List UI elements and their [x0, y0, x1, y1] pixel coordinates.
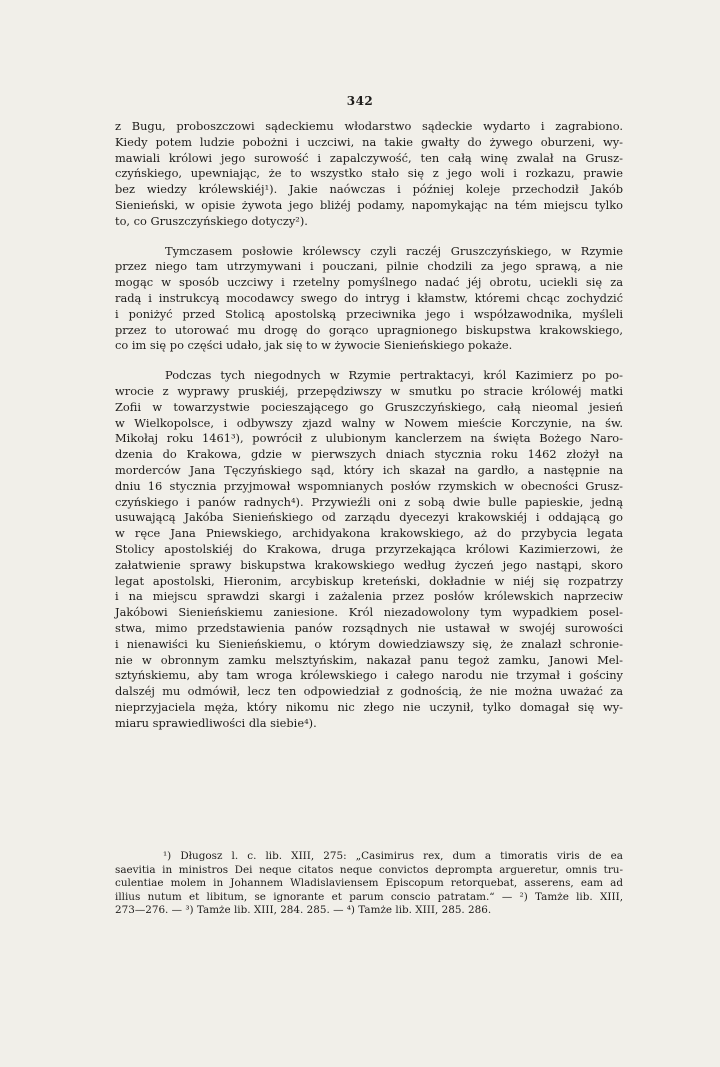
footnote-line: culentiae molem in Johannem Wladislaviensem Episcopum retorquebat, asserens, eam ad — [115, 877, 623, 890]
text-line: przez niego tam utrzymywani i pouczani, pilnie chodzili za jego sprawą, a nie — [115, 259, 623, 274]
footnote-line: illius nutum et libitum, se ignorante et parum conscio patratam.“ — ²) Tamże lib. XIII, — [115, 890, 623, 903]
text-line: i poniżyć przed Stolicą apostolską przeciwnika jego i współzawodnika, myśleli — [115, 306, 623, 321]
text-line: to, co Gruszczyńskiego dotyczy²). — [115, 213, 308, 228]
body-text — [115, 119, 623, 731]
text-line: legat apostolski, Hieronim, arcybiskup kreteński, dokładnie w niéj się rozpatrzy — [115, 573, 623, 588]
text-line: co im się po części udało, jak się to w żywocie Sienieńskiego pokaże. — [115, 338, 513, 353]
paragraph-3 — [115, 368, 623, 731]
paragraph-2 — [115, 244, 623, 355]
footnotes — [115, 850, 623, 918]
footnote-line: 273—276. — ³) Tamże lib. XIII, 284. 285. — ⁴) Tamże lib. XIII, 285. 286. — [115, 904, 492, 917]
text-line: załatwienie sprawy biskupstwa krakowskiego według życzeń jego nastąpi, skoro — [115, 557, 623, 572]
text-line: czyńskiego i panów radnych⁴). Przywieźli oni z sobą dwie bulle papieskie, jedną — [115, 494, 623, 509]
text-line: wrocie z wyprawy pruskiéj, przepędziwszy w smutku po stracie królowéj matki — [115, 383, 623, 398]
text-line: sztyńskiemu, aby tam wroga królewskiego i całego narodu nie trzymał i gościny — [115, 668, 623, 683]
text-line: stwa, mimo przedstawienia panów rozsądnych nie ustawał w swojéj surowości — [115, 620, 623, 635]
text-line: Mikołaj roku 1461³), powrócił z ulubionym kanclerzem na święta Bożego Naro- — [115, 431, 623, 446]
text-line: przez to utorować mu drogę do gorąco upragnionego biskupstwa krakowskiego, — [115, 322, 623, 337]
text-line: Stolicy apostolskiéj do Krakowa, druga przyrzekająca królowi Kazimierzowi, że — [115, 541, 623, 556]
text-line: Tymczasem posłowie królewscy czyli raczéj Gruszczyńskiego, w Rzymie — [165, 243, 623, 258]
paragraph-1 — [115, 119, 623, 230]
text-line: i na miejscu sprawdzi skargi i zażalenia przez posłów królewskich naprzeciw — [115, 589, 623, 604]
text-line: Sienieński, w opisie żywota jego bliżéj podamy, napomykając na tém miejscu tylko — [115, 197, 623, 212]
text-line: w ręce Jana Pniewskiego, archidyakona krakowskiego, aż do przybycia legata — [115, 526, 623, 541]
text-line: Kiedy potem ludzie pobożni i uczciwi, na takie gwałty do żywego oburzeni, wy- — [115, 134, 623, 149]
text-line: Jakóbowi Sienieńskiemu zaniesione. Król niezadowolony tym wypadkiem posel- — [115, 605, 623, 620]
page-number: 342 — [346, 94, 374, 108]
text-line: morderców Jana Tęczyńskiego sąd, który ich skazał na gardło, a następnie na — [115, 462, 623, 477]
text-line: nie w obronnym zamku melsztyńskim, nakazał panu tegoż zamku, Janowi Mel- — [115, 652, 623, 667]
text-line: dalszéj mu odmówił, lecz ten odpowiedział z godnością, że nie można uważać za — [115, 684, 623, 699]
text-line: dzenia do Krakowa, gdzie w pierwszych dniach stycznia roku 1462 złożył na — [115, 447, 623, 462]
text-line: nieprzyjaciela męża, który nikomu nic złego nie uczynił, tylko domagał się wy- — [115, 699, 623, 714]
text-line: Podczas tych niegodnych w Rzymie pertraktacyi, król Kazimierz po po- — [165, 368, 623, 383]
text-line: bez wiedzy królewskiéj¹). Jakie naówczas i później koleje przechodził Jakób — [115, 182, 623, 197]
text-line: miaru sprawiedliwości dla siebie⁴). — [115, 715, 317, 730]
text-line: i nienawiści ku Sienieńskiemu, o którym dowiedziawszy się, że znalazł schronie- — [115, 636, 623, 651]
text-line: z Bugu, proboszczowi sądeckiemu włodarstwo sądeckie wydarto i zagrabiono. — [115, 119, 623, 133]
text-line: dniu 16 stycznia przyjmował wspomnianych posłów rzymskich w obecności Grusz- — [115, 478, 623, 493]
footnote-line: ¹) Długosz l. c. lib. XIII, 275: „Casimirus rex, dum a timoratis viris de ea — [163, 850, 623, 862]
text-line: mawiali królowi jego surowość i zapalczywość, ten całą winę zwalał na Grusz- — [115, 150, 623, 165]
footnote-line: saevitia in ministros Dei neque citatos neque convictos deprompta argueretur, omnis tru- — [115, 863, 623, 876]
text-line: usuwającą Jakóba Sienieńskiego od zarządu dyecezyi krakowskiéj i oddającą go — [115, 510, 623, 525]
text-line: radą i instrukcyą mocodawcy swego do intryg i kłamstw, któremi chcąc zochydzić — [115, 290, 623, 305]
text-line: czyńskiego, upewniając, że to wszystko stało się z jego woli i rozkazu, prawie — [115, 166, 623, 181]
text-line: Zofii w towarzystwie pocieszającego go Gruszczyńskiego, całą nieomal jesień — [115, 399, 623, 414]
text-line: mogąc w sposób uczciwy i rzetelny pomyślnego nadać jéj obrotu, uciekli się za — [115, 275, 623, 290]
text-line: w Wielkopolsce, i odbywszy zjazd walny w Nowem mieście Korczynie, na św. — [115, 415, 623, 430]
